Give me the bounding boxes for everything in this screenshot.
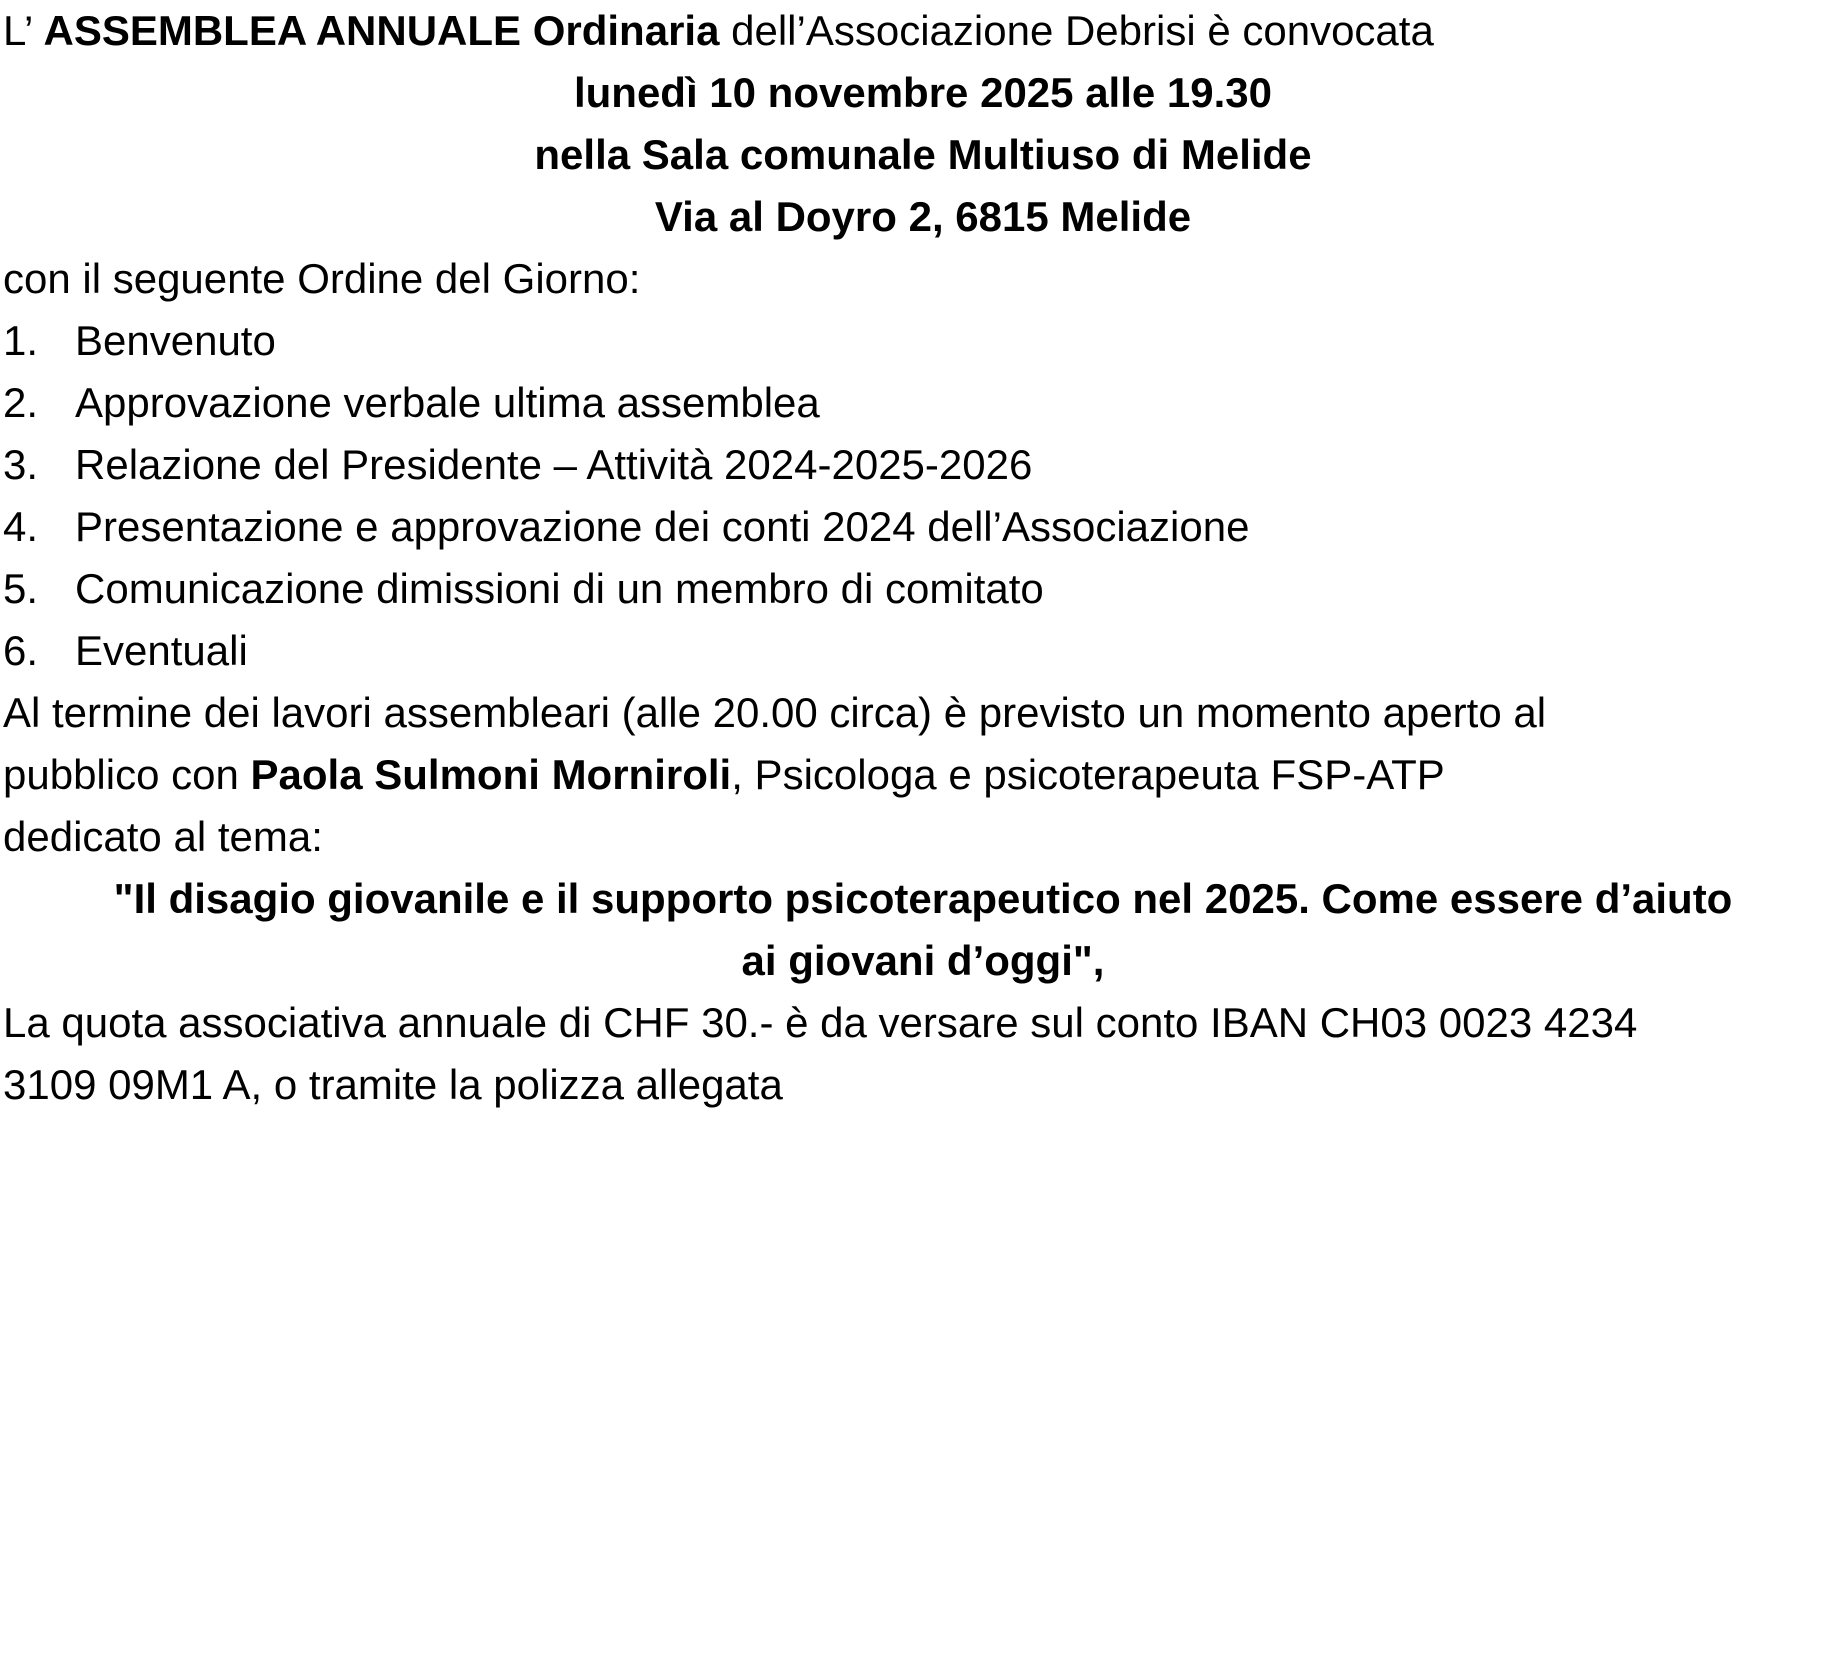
fee-paragraph bbox=[3, 992, 1843, 1116]
event-address: Via al Doyro 2, 6815 Melide bbox=[654, 193, 1192, 240]
aftermath-line-1: Al termine dei lavori assembleari (alle 20.00 circa) è previsto un momento aperto al bbox=[3, 689, 1547, 736]
aftermath-line-2-prefix: pubblico con bbox=[3, 751, 251, 798]
event-datetime: lunedì 10 novembre 2025 alle 19.30 bbox=[573, 69, 1273, 116]
aftermath-line-3: dedicato al tema: bbox=[3, 813, 323, 860]
talk-title bbox=[3, 868, 1843, 992]
agenda-intro: con il seguente Ordine del Giorno: bbox=[3, 255, 641, 302]
agenda-item-text: Relazione del Presidente – Attività 2024-2025-2026 bbox=[75, 441, 1033, 488]
event-venue: nella Sala comunale Multiuso di Melide bbox=[534, 131, 1312, 178]
agenda-item bbox=[3, 496, 1843, 558]
agenda-item bbox=[3, 620, 1843, 682]
agenda-list bbox=[3, 310, 1843, 682]
intro-suffix: dell’Associazione Debrisi è convocata bbox=[719, 7, 1434, 54]
agenda-item-number: 5. bbox=[3, 565, 39, 612]
agenda-item-number: 3. bbox=[3, 441, 39, 488]
fee-line-2: 3109 09M1 A, o tramite la polizza allegata bbox=[3, 1061, 783, 1108]
agenda-item-text: Eventuali bbox=[75, 627, 248, 674]
intro-bold-title: ASSEMBLEA ANNUALE Ordinaria bbox=[43, 7, 720, 54]
agenda-item-number: 6. bbox=[3, 627, 39, 674]
agenda-item bbox=[3, 310, 1843, 372]
agenda-item bbox=[3, 434, 1843, 496]
talk-title-line-2: ai giovani d’oggi", bbox=[741, 937, 1105, 984]
agenda-item-text: Benvenuto bbox=[75, 317, 276, 364]
fee-line-1: La quota associativa annuale di CHF 30.- è da versare sul conto IBAN CH03 0023 4234 bbox=[3, 999, 1638, 1046]
aftermath-paragraph bbox=[3, 682, 1843, 868]
aftermath-line-2 bbox=[3, 744, 1843, 806]
intro-line bbox=[3, 0, 1843, 62]
agenda-item-number: 4. bbox=[3, 503, 39, 550]
aftermath-line-2-suffix: , Psicologa e psicoterapeuta FSP-ATP bbox=[731, 751, 1445, 798]
speaker-name: Paola Sulmoni Morniroli bbox=[250, 751, 732, 798]
agenda-item bbox=[3, 372, 1843, 434]
agenda-item-text: Approvazione verbale ultima assemblea bbox=[75, 379, 820, 426]
event-details bbox=[3, 62, 1843, 248]
talk-title-line-1: "Il disagio giovanile e il supporto psicoterapeutico nel 2025. Come essere d’aiuto bbox=[113, 875, 1733, 922]
agenda-item-text: Presentazione e approvazione dei conti 2024 dell’Associazione bbox=[75, 503, 1250, 550]
agenda-item-number: 2. bbox=[3, 379, 39, 426]
agenda-item-text: Comunicazione dimissioni di un membro di comitato bbox=[75, 565, 1044, 612]
agenda-item-number: 1. bbox=[3, 317, 39, 364]
intro-prefix: L’ bbox=[3, 7, 44, 54]
agenda-item bbox=[3, 558, 1843, 620]
